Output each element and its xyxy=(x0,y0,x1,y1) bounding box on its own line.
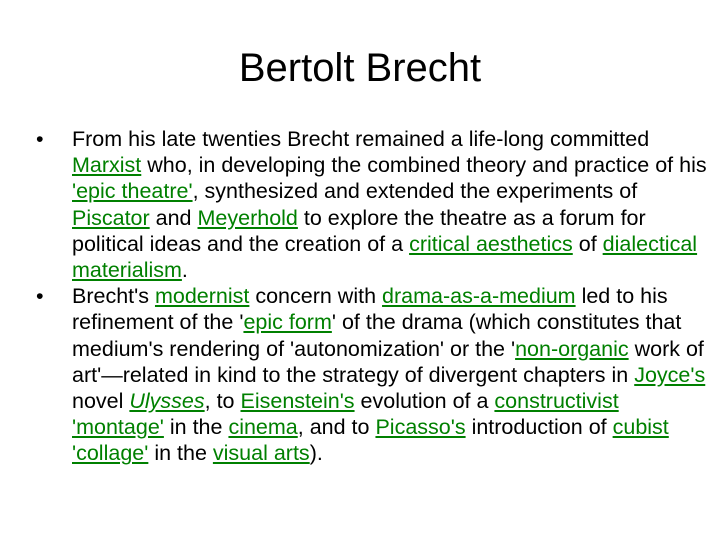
bullet-item-marxism xyxy=(36,126,708,283)
bullet-text: novel xyxy=(72,389,130,414)
bullet-text: . xyxy=(181,258,188,283)
bullet-text: , and to xyxy=(297,415,376,440)
bullet-text: ' of the drama (which constitutes that medium's rendering of 'autonomization' or the ' xyxy=(72,310,682,361)
link-drama-as-a-medium[interactable]: drama-as-a-medium xyxy=(382,284,576,309)
bullet-text: ). xyxy=(309,441,323,466)
link-constructivist[interactable]: constructivist xyxy=(494,389,619,414)
link-cinema[interactable]: cinema xyxy=(228,415,298,440)
link-visual-arts[interactable]: visual arts xyxy=(212,441,310,466)
bullet-marker: • xyxy=(36,127,44,151)
bullet-text: Brecht's xyxy=(72,284,155,309)
bullet-text: evolution of a xyxy=(354,389,495,414)
bullet-text: led to his refinement of the ' xyxy=(72,284,668,335)
link-modernist[interactable]: modernist xyxy=(154,284,250,309)
bullet-text: in the xyxy=(148,441,213,466)
bullet-text: who, in developing the combined theory and practice of his xyxy=(141,153,707,178)
link-cubist[interactable]: cubist xyxy=(612,415,669,440)
bullet-marker: • xyxy=(36,284,44,309)
bullet-item-modernism xyxy=(36,283,708,466)
bullet-list xyxy=(36,126,708,467)
link-epic-form[interactable]: epic form xyxy=(243,310,332,335)
bullet-text: From his late twenties Brecht remained a life-long committed xyxy=(72,127,650,151)
bullet-text: in the xyxy=(163,415,229,440)
link-marxist[interactable]: Marxist xyxy=(72,153,142,178)
link-joyce[interactable]: Joyce's xyxy=(634,362,706,387)
link-piscator[interactable]: Piscator xyxy=(72,205,150,230)
bullet-text: concern with xyxy=(249,284,383,309)
link-epic-theatre[interactable]: 'epic theatre' xyxy=(72,179,193,204)
link-eisenstein[interactable]: Eisenstein's xyxy=(240,389,355,414)
link-dialectical-materialism[interactable]: dialectical materialism xyxy=(72,231,698,283)
link-collage[interactable]: 'collage' xyxy=(72,441,149,466)
bullet-text: work of art'—related in kind to the strategy of divergent chapters in xyxy=(72,336,704,387)
slide-title: Bertolt Brecht xyxy=(238,46,482,90)
bullet-text: of xyxy=(572,231,603,256)
link-picasso[interactable]: Picasso's xyxy=(375,415,466,440)
link-montage[interactable]: 'montage' xyxy=(72,415,164,440)
bullet-text: , synthesized and extended the experiments of xyxy=(192,179,638,204)
bullet-text: introduction of xyxy=(465,415,613,440)
link-ulysses[interactable]: Ulysses xyxy=(129,389,205,414)
bullet-text: , to xyxy=(204,389,241,414)
link-critical-aesthetics[interactable]: critical aesthetics xyxy=(409,231,573,256)
bullet-text: and xyxy=(149,205,198,230)
link-meyerhold[interactable]: Meyerhold xyxy=(197,205,298,230)
link-non-organic[interactable]: non-organic xyxy=(515,336,629,361)
bullet-text: to explore the theatre as a forum for political ideas and the creation of a xyxy=(72,205,646,256)
